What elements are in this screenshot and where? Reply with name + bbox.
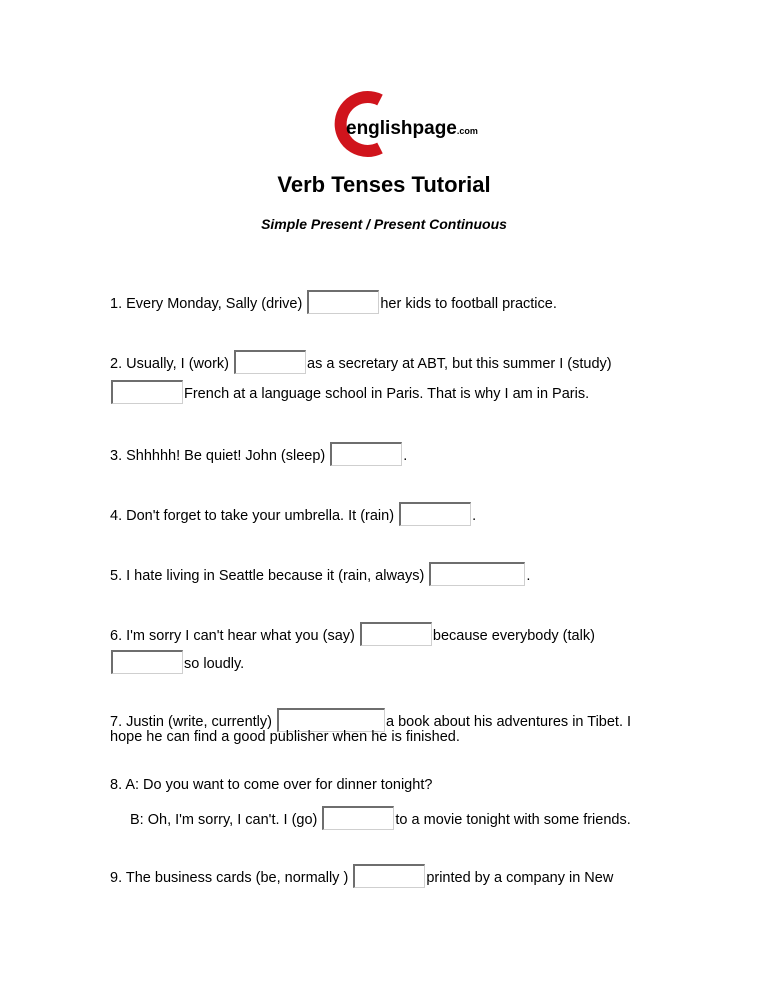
question-text: because everybody (talk) [432,628,595,644]
answer-input-6b[interactable] [111,650,183,674]
answer-input-9[interactable] [353,864,425,888]
englishpage-logo [328,94,478,154]
question-text: 8. A: Do you want to come over for dinner tonight? [110,777,433,793]
question-text: 3. Shhhhh! Be quiet! John (sleep) [110,448,326,464]
question-text: 5. I hate living in Seattle because it (rain, always) [110,568,425,584]
answer-input-8[interactable] [322,806,394,830]
answer-input-3[interactable] [330,442,402,466]
question-text: as a secretary at ABT, but this summer I (study) [307,356,612,372]
logo-english: english [346,118,413,139]
question-text: 7. Justin (write, currently) [110,714,272,730]
question-5 [110,562,530,586]
answer-input-2a[interactable] [234,350,306,374]
question-2-cont [110,380,589,404]
question-8 [110,776,432,794]
question-text: to a movie tonight with some friends. [395,812,631,828]
page-title: Verb Tenses Tutorial [277,172,491,197]
question-9 [110,864,613,888]
question-text: hope he can find a good publisher when he is finished. [110,729,460,745]
question-text: 2. Usually, I (work) [110,356,229,372]
question-6 [110,622,595,646]
question-text: so loudly. [184,656,245,672]
logo-text [346,118,478,139]
question-text: . [472,508,477,524]
page-subtitle: Simple Present / Present Continuous [261,216,507,232]
question-1 [110,290,557,314]
answer-input-5[interactable] [429,562,525,586]
question-3 [110,442,407,466]
question-8-cont [130,806,631,830]
logo-swoosh-icon [328,94,478,154]
answer-input-4[interactable] [399,502,471,526]
logo-page: page [412,118,457,139]
question-6-cont [110,650,244,674]
question-4 [110,502,476,526]
question-text: . [403,448,408,464]
question-text: a book about his adventures in Tibet. I [386,714,632,730]
question-text: printed by a company in New [426,870,614,886]
question-text: . [526,568,531,584]
answer-input-2b[interactable] [111,380,183,404]
question-text: 1. Every Monday, Sally (drive) [110,296,303,312]
answer-input-1[interactable] [307,290,379,314]
question-text: her kids to football practice. [380,296,557,312]
answer-input-6a[interactable] [360,622,432,646]
question-text: 9. The business cards (be, normally ) [110,870,349,886]
question-2 [110,350,612,374]
question-7-cont [110,728,460,746]
question-text: B: Oh, I'm sorry, I can't. I (go) [130,812,318,828]
question-text: 6. I'm sorry I can't hear what you (say) [110,628,355,644]
question-text: 4. Don't forget to take your umbrella. It (rain) [110,508,395,524]
question-text: French at a language school in Paris. That is why I am in Paris. [184,386,590,402]
logo-com: .com [456,126,478,136]
